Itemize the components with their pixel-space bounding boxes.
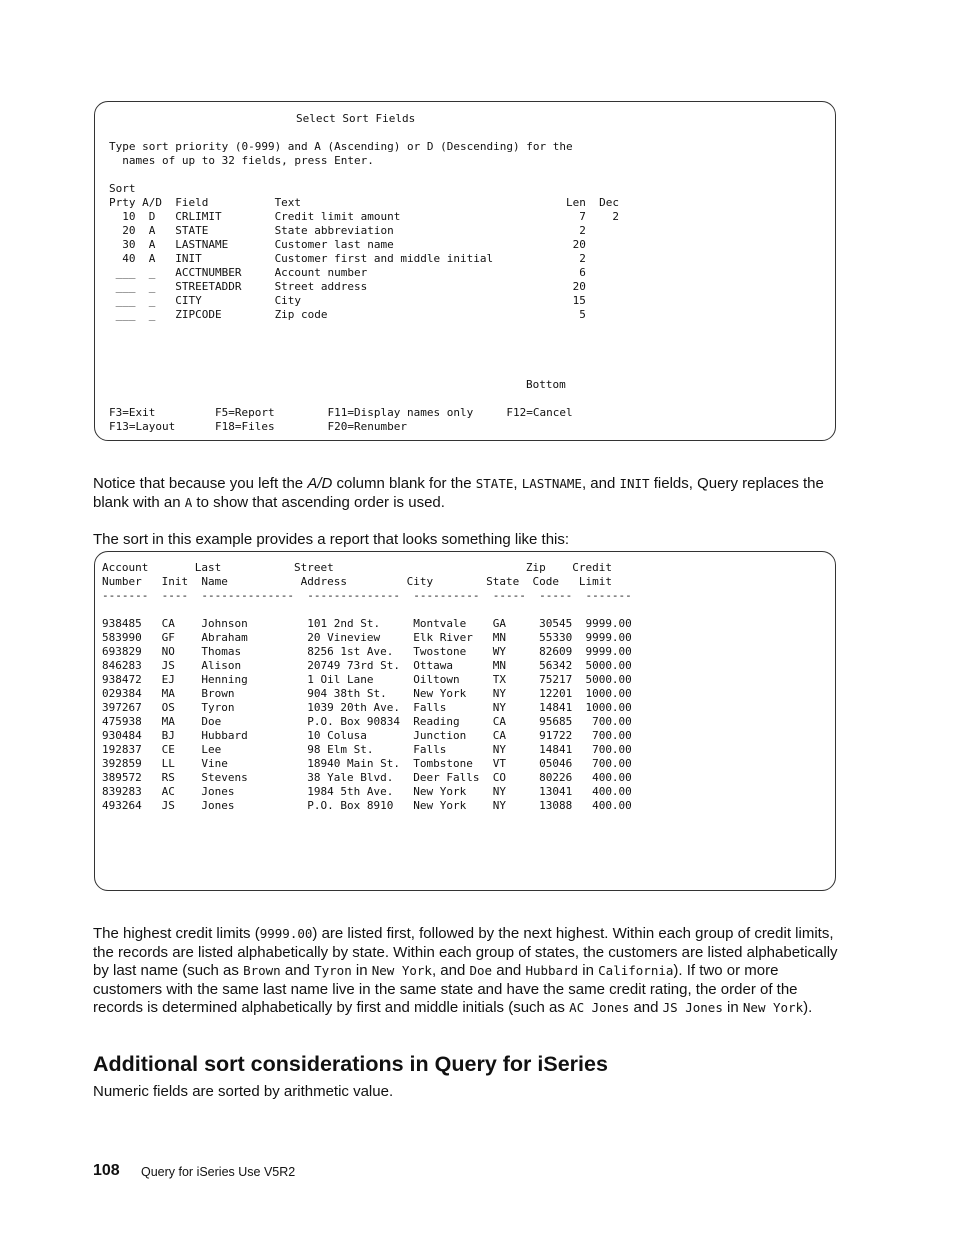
report-row: 839283 AC Jones 1984 5th Ave. New York NY 13041 400.00 [102, 785, 632, 798]
sort-row[interactable]: 40 A INIT Customer first and middle initial 2 [109, 252, 586, 265]
sort-row[interactable]: 30 A LASTNAME Customer last name 20 [109, 238, 586, 251]
report-header: Account Last Street Zip Credit [102, 561, 612, 574]
report-table [102, 561, 632, 813]
sort-row[interactable]: 10 D CRLIMIT Credit limit amount 7 2 [109, 210, 619, 223]
report-row: 192837 CE Lee 98 Elm St. Falls NY 14841 700.00 [102, 743, 632, 756]
sort-fields-table [109, 182, 619, 322]
paragraph-report-intro: The sort in this example provides a report that looks something like this: [93, 531, 570, 548]
paragraph-notice: Notice that because you left the A/D column blank for the STATE, LASTNAME, and INIT fields, Query replaces the blank with an A to show that ascending order is used. [93, 475, 824, 511]
sort-row[interactable]: ___ _ ACCTNUMBER Account number 6 [109, 266, 586, 279]
report-row: 397267 OS Tyron 1039 20th Ave. Falls NY 14841 1000.00 [102, 701, 632, 714]
function-key-line: F3=Exit F5=Report F11=Display names only F12=Cancel [109, 406, 573, 419]
section-heading: Additional sort considerations in Query for iSeries [93, 1052, 608, 1076]
report-row: 846283 JS Alison 20749 73rd St. Ottawa MN 56342 5000.00 [102, 659, 632, 672]
report-header: Number Init Name Address City State Code Limit [102, 575, 612, 588]
page-number: 108 [93, 1162, 120, 1179]
screen-instructions [109, 140, 573, 168]
report-row: 029384 MA Brown 904 38th St. New York NY 12201 1000.00 [102, 687, 632, 700]
instruction-line: names of up to 32 fields, press Enter. [109, 154, 374, 167]
screen-title: Select Sort Fields [296, 112, 416, 125]
sort-row[interactable]: ___ _ ZIPCODE Zip code 5 [109, 308, 586, 321]
report-header-rule: ------- ---- -------------- -------------- ---------- ----- ----- ------- [102, 589, 632, 602]
report-row: 930484 BJ Hubbard 10 Colusa Junction CA 91722 700.00 [102, 729, 632, 742]
instruction-line: Type sort priority (0-999) and A (Ascending) or D (Descending) for the [109, 140, 573, 153]
report-row: 693829 NO Thomas 8256 1st Ave. Twostone WY 82609 9999.00 [102, 645, 632, 658]
sort-row[interactable]: ___ _ CITY City 15 [109, 294, 586, 307]
paragraph-credit-explanation: The highest credit limits (9999.00) are listed first, followed by the next highest. Within each group of credit limits, the records are listed alphabetically by state. Within each group of states, the customers are listed alphabetically by last name (such as Brown and Tyron in New York, and Doe and Hubbard in California). If two or more customers with the same last name live in the same state and have the same credit rating, the order of the records is determined alphabetically by first and middle initials (such as AC Jones and JS Jones in New York). [93, 925, 838, 1017]
sort-row[interactable]: ___ _ STREETADDR Street address 20 [109, 280, 586, 293]
table-header: Sort [109, 182, 136, 195]
report-row: 392859 LL Vine 18940 Main St. Tombstone VT 05046 700.00 [102, 757, 632, 770]
report-row: 475938 MA Doe P.O. Box 90834 Reading CA 95685 700.00 [102, 715, 632, 728]
sort-row[interactable]: 20 A STATE State abbreviation 2 [109, 224, 586, 237]
report-row: 583990 GF Abraham 20 Vineview Elk River MN 55330 9999.00 [102, 631, 632, 644]
table-header: Prty A/D Field Text Len Dec [109, 196, 619, 209]
function-key-line: F13=Layout F18=Files F20=Renumber [109, 420, 408, 433]
report-row: 938485 CA Johnson 101 2nd St. Montvale GA 30545 9999.00 [102, 617, 632, 630]
report-row: 938472 EJ Henning 1 Oil Lane Oiltown TX 75217 5000.00 [102, 673, 632, 686]
report-row: 389572 RS Stevens 38 Yale Blvd. Deer Falls CO 80226 400.00 [102, 771, 632, 784]
paragraph-numeric: Numeric fields are sorted by arithmetic value. [93, 1083, 394, 1100]
function-keys [109, 406, 573, 434]
report-row: 493264 JS Jones P.O. Box 8910 New York NY 13088 400.00 [102, 799, 632, 812]
footer-title: Query for iSeries Use V5R2 [141, 1165, 296, 1179]
bottom-indicator: Bottom [526, 378, 566, 391]
